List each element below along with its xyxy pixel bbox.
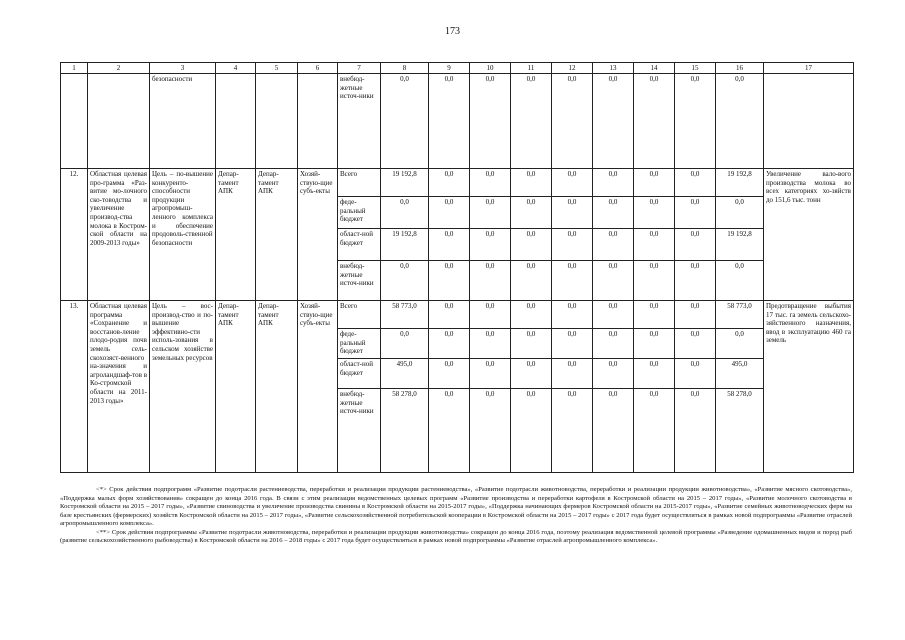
goal-cell: безопасности — [150, 74, 216, 169]
header-cell: 15 — [675, 63, 716, 74]
continuation-row — [61, 74, 854, 169]
value-cell: 0,0 — [511, 329, 552, 359]
value-cell: 0,0 — [675, 229, 716, 261]
value-cell: 0,0 — [429, 74, 470, 169]
value-cell: 0,0 — [716, 74, 764, 169]
value-cell: 0,0 — [634, 197, 675, 229]
source-cell: феде-ральный бюджет — [338, 329, 381, 359]
value-cell: 0,0 — [470, 329, 511, 359]
program-name-cell: Областная целевая про-грамма «Раз-витие мо-лочного ско-товодства и увеличение производ-ства молока в Костром-ской области на 2009-2013 годы» — [88, 169, 150, 301]
source-cell: Всего — [338, 169, 381, 197]
value-cell: 58 773,0 — [381, 301, 429, 329]
row-index: 13. — [61, 301, 88, 473]
executor-cell: Депар-тамент АПК — [256, 301, 298, 473]
value-cell: 0,0 — [429, 261, 470, 301]
value-cell: 0,0 — [593, 197, 634, 229]
value-cell: 58 278,0 — [381, 389, 429, 473]
value-cell: 0,0 — [470, 169, 511, 197]
value-cell: 0,0 — [634, 389, 675, 473]
value-cell: 0,0 — [552, 169, 593, 197]
value-cell: 19 192,8 — [381, 229, 429, 261]
header-cell: 10 — [470, 63, 511, 74]
value-cell: 0,0 — [381, 329, 429, 359]
source-cell: внебюд-жетные источ-ники — [338, 389, 381, 473]
program-name-cell: Областная целевая программа «Сохранение и восстанов-ление плодо-родия почв земель сель-скохозяст-венного на-значения и агроландшаф-тов в Ко-стромской области на 2011-2013 годы» — [88, 301, 150, 473]
table-row — [61, 169, 854, 197]
value-cell: 0,0 — [511, 169, 552, 197]
header-cell: 2 — [88, 63, 150, 74]
value-cell: 0,0 — [675, 301, 716, 329]
source-cell: област-ной бюджет — [338, 229, 381, 261]
value-cell: 0,0 — [634, 169, 675, 197]
header-cell: 16 — [716, 63, 764, 74]
value-cell: 0,0 — [552, 229, 593, 261]
value-cell: 0,0 — [593, 389, 634, 473]
header-cell: 7 — [338, 63, 381, 74]
value-cell: 0,0 — [552, 389, 593, 473]
goal-cell: Цель – по-вышение конкуренто-способности продукции агропромыш-ленного комплекса и обеспечение продоволь-ственной безопасности — [150, 169, 216, 301]
value-cell: 495,0 — [381, 359, 429, 389]
footnote-1: <*> Срок действия подпрограмм «Развитие подотрасли растениеводства, переработки и реализации продукции растениеводства», «Развитие подотрасли животноводства, переработки и реализации продукции животноводства», «Развитие мясного скотоводства», «Поддержка малых форм хозяйствования» сокращен до конца 2016 года. В связи с этим реализация ведомственных целевых программ «Развитие производства и переработки картофеля в Костромской области на 2015 – 2017 годы», «Развитие молочного скотоводства в Костромской области на 2015 – 2017 годы», «Развитие свиноводства и увеличение производства свинины в Костромской области на 2015-2017 годы», «Поддержка начинающих фермеров Костромской области на 2015-2017 годы», «Развитие семейных животноводческих ферм на базе крестьянских (фермерских) хозяйств Костромской области на 2015 – 2017 годы», «Развитие сельскохозяйственной потребительской кооперации в Костромской области на 2015 – 2017 годы» с 2017 года будет осуществляться в рамках новой подпрограммы «Развитие отраслей агропромышленного комплекса». — [60, 486, 852, 527]
value-cell: 0,0 — [470, 359, 511, 389]
value-cell: 0,0 — [381, 74, 429, 169]
value-cell: 0,0 — [552, 261, 593, 301]
value-cell: 19 192,8 — [716, 229, 764, 261]
executor-cell: Депар-тамент АПК — [256, 169, 298, 301]
value-cell: 0,0 — [716, 329, 764, 359]
source-cell: внебюд-жетные источ-ники — [338, 74, 381, 169]
value-cell: 0,0 — [675, 359, 716, 389]
value-cell: 0,0 — [552, 197, 593, 229]
header-cell: 5 — [256, 63, 298, 74]
subjects-cell: Хозяй-ствую-щие субъ-екты — [298, 169, 338, 301]
header-cell: 3 — [150, 63, 216, 74]
value-cell: 495,0 — [716, 359, 764, 389]
value-cell: 0,0 — [511, 301, 552, 329]
value-cell: 0,0 — [675, 197, 716, 229]
footnotes — [60, 486, 852, 546]
header-cell: 1 — [61, 63, 88, 74]
value-cell: 58 773,0 — [716, 301, 764, 329]
goal-cell: Цель – вос-производ-ство и по-вышение эффективно-сти исполь-зования в сельском хозяйстве земельных ресурсов — [150, 301, 216, 473]
value-cell: 0,0 — [470, 301, 511, 329]
value-cell: 0,0 — [429, 169, 470, 197]
header-cell: 9 — [429, 63, 470, 74]
row-index: 12. — [61, 169, 88, 301]
value-cell: 0,0 — [593, 359, 634, 389]
header-cell: 13 — [593, 63, 634, 74]
value-cell: 0,0 — [634, 261, 675, 301]
page-number: 173 — [445, 26, 460, 37]
value-cell: 0,0 — [675, 74, 716, 169]
value-cell: 0,0 — [593, 169, 634, 197]
value-cell: 0,0 — [634, 329, 675, 359]
value-cell: 0,0 — [511, 74, 552, 169]
value-cell: 0,0 — [470, 229, 511, 261]
value-cell: 58 278,0 — [716, 389, 764, 473]
value-cell: 0,0 — [429, 197, 470, 229]
value-cell: 0,0 — [429, 359, 470, 389]
value-cell: 0,0 — [675, 389, 716, 473]
value-cell: 0,0 — [593, 74, 634, 169]
table-row — [61, 301, 854, 329]
value-cell: 19 192,8 — [381, 169, 429, 197]
value-cell: 0,0 — [470, 74, 511, 169]
footnote-2: <**> Срок действия подпрограммы «Развитие подотрасли животноводства, переработки и реализации продукции животноводства» сокращен до конца 2016 года, поэтому реализация ведомственной целевой программы «Разведение одомашненных видов и пород рыб (развитие сельскохозяйственного рыбоводства) в Костромской области на 2016 – 2018 годы» с 2017 года будет осуществляться в рамках новой подпрограммы «Развитие отраслей агропромышленного комплекса». — [60, 528, 852, 544]
header-cell: 11 — [511, 63, 552, 74]
value-cell: 19 192,8 — [716, 169, 764, 197]
value-cell: 0,0 — [470, 261, 511, 301]
header-cell: 12 — [552, 63, 593, 74]
value-cell: 0,0 — [511, 197, 552, 229]
result-cell: Увеличение вало-вого производства молока во всех категориях хо-зяйств до 151,6 тыс. тонн — [764, 169, 854, 301]
value-cell: 0,0 — [552, 74, 593, 169]
header-row — [61, 63, 854, 74]
value-cell: 0,0 — [716, 261, 764, 301]
value-cell: 0,0 — [511, 389, 552, 473]
source-cell: внебюд-жетные источ-ники — [338, 261, 381, 301]
header-cell: 17 — [764, 63, 854, 74]
value-cell: 0,0 — [470, 197, 511, 229]
value-cell: 0,0 — [716, 197, 764, 229]
value-cell: 0,0 — [511, 261, 552, 301]
value-cell: 0,0 — [675, 329, 716, 359]
value-cell: 0,0 — [511, 359, 552, 389]
source-cell: област-ной бюджет — [338, 359, 381, 389]
value-cell: 0,0 — [634, 359, 675, 389]
result-cell: Предотвращение выбытия 17 тыс. га земель сельскохо-зяйственного назначения, ввод в эксплуатацию 460 га земель — [764, 301, 854, 473]
subjects-cell: Хозяй-ствую-щие субъ-екты — [298, 301, 338, 473]
department-cell: Депар-тамент АПК — [216, 169, 256, 301]
value-cell: 0,0 — [552, 359, 593, 389]
value-cell: 0,0 — [593, 301, 634, 329]
value-cell: 0,0 — [593, 229, 634, 261]
header-cell: 4 — [216, 63, 256, 74]
value-cell: 0,0 — [511, 229, 552, 261]
value-cell: 0,0 — [675, 169, 716, 197]
value-cell: 0,0 — [429, 301, 470, 329]
value-cell: 0,0 — [634, 301, 675, 329]
value-cell: 0,0 — [634, 74, 675, 169]
program-table — [60, 62, 854, 473]
value-cell: 0,0 — [429, 229, 470, 261]
value-cell: 0,0 — [381, 197, 429, 229]
value-cell: 0,0 — [470, 389, 511, 473]
department-cell: Депар-тамент АПК — [216, 301, 256, 473]
source-cell: Всего — [338, 301, 381, 329]
value-cell: 0,0 — [634, 229, 675, 261]
value-cell: 0,0 — [593, 329, 634, 359]
header-cell: 14 — [634, 63, 675, 74]
value-cell: 0,0 — [429, 329, 470, 359]
value-cell: 0,0 — [381, 261, 429, 301]
value-cell: 0,0 — [675, 261, 716, 301]
value-cell: 0,0 — [593, 261, 634, 301]
value-cell: 0,0 — [552, 301, 593, 329]
source-cell: феде-ральный бюджет — [338, 197, 381, 229]
header-cell: 8 — [381, 63, 429, 74]
value-cell: 0,0 — [429, 389, 470, 473]
value-cell: 0,0 — [552, 329, 593, 359]
header-cell: 6 — [298, 63, 338, 74]
